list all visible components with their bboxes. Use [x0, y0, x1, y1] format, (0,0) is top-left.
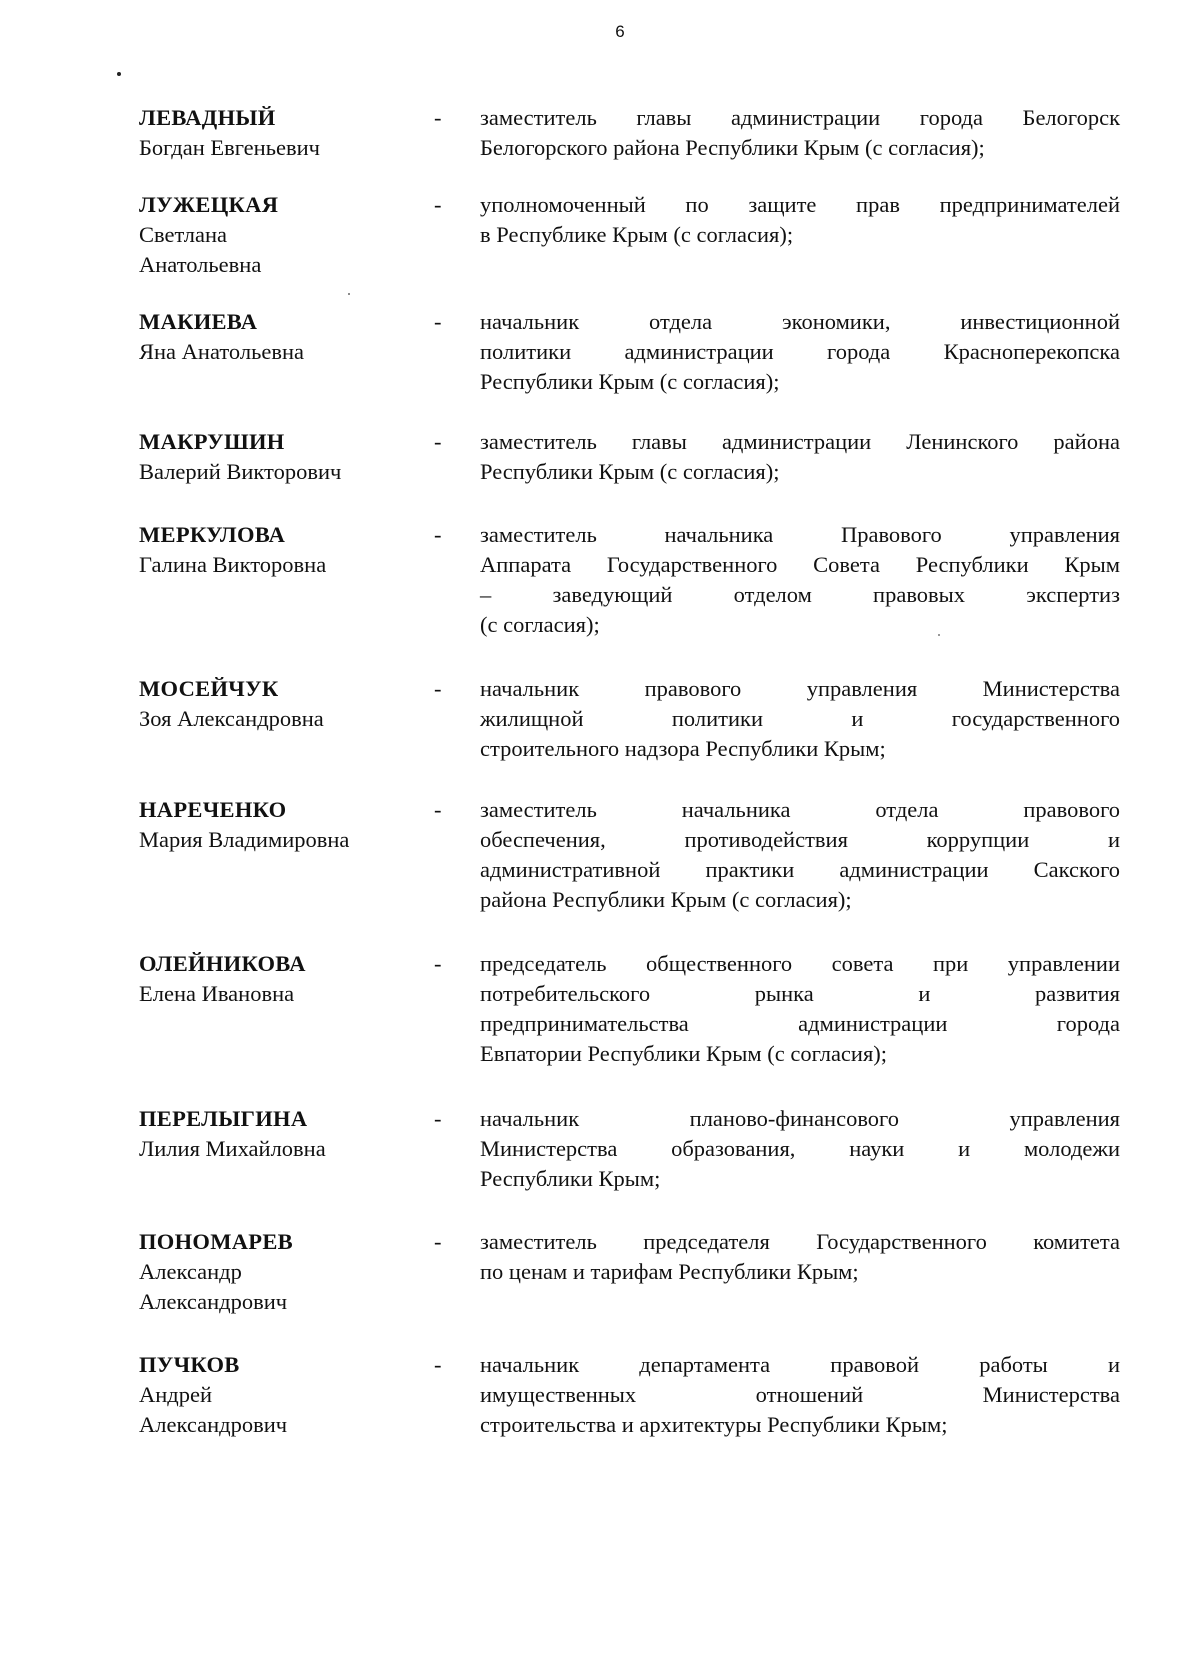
position-line: Белогорского района Республики Крым (с согласия);	[480, 135, 985, 160]
member-given-name: Андрей	[139, 1382, 213, 1407]
member-name	[139, 795, 439, 855]
separator-dash: -	[434, 951, 442, 976]
member-name	[139, 1227, 439, 1317]
position-line: начальник департамента правовой работы и	[480, 1352, 1120, 1377]
member-given-name: Александр	[139, 1259, 242, 1284]
position-line: имущественных отношений Министерства	[480, 1382, 1120, 1407]
position-line: начальник отдела экономики, инвестиционной	[480, 309, 1120, 334]
member-surname: ОЛЕЙНИКОВА	[139, 951, 306, 976]
position-line: жилищной политики и государственного	[480, 706, 1120, 731]
position-line: Аппарата Государственного Совета Республики Крым	[480, 552, 1120, 577]
member-surname: МАКРУШИН	[139, 429, 285, 454]
member-position	[480, 1104, 1120, 1194]
member-name	[139, 190, 439, 280]
position-line: обеспечения, противодействия коррупции и	[480, 827, 1120, 852]
member-given-name: Мария Владимировна	[139, 827, 350, 852]
member-patronymic: Александрович	[139, 1289, 288, 1314]
position-line: Республики Крым (с согласия);	[480, 459, 780, 484]
member-surname: ПОНОМАРЕВ	[139, 1229, 293, 1254]
member-patronymic: Анатольевна	[139, 252, 262, 277]
position-line: заместитель начальника Правового управления	[480, 522, 1120, 547]
member-given-name: Галина Викторовна	[139, 552, 327, 577]
member-surname: МЕРКУЛОВА	[139, 522, 286, 547]
separator-dash: -	[434, 429, 442, 454]
position-line: начальник планово-финансового управления	[480, 1106, 1120, 1131]
member-surname: ПУЧКОВ	[139, 1352, 240, 1377]
position-line: начальник правового управления Министерства	[480, 676, 1120, 701]
position-line: строительного надзора Республики Крым;	[480, 736, 886, 761]
member-given-name: Светлана	[139, 222, 228, 247]
separator-dash: -	[434, 797, 442, 822]
position-line: (с согласия);	[480, 612, 600, 637]
separator-dash: -	[434, 1106, 442, 1131]
position-line: Республики Крым (с согласия);	[480, 369, 780, 394]
member-name	[139, 1104, 439, 1164]
member-name	[139, 427, 439, 487]
member-given-name: Елена Ивановна	[139, 981, 295, 1006]
member-name	[139, 103, 439, 163]
position-line: в Республике Крым (с согласия);	[480, 222, 794, 247]
member-surname: ЛЕВАДНЫЙ	[139, 105, 276, 130]
member-patronymic: Александрович	[139, 1412, 288, 1437]
separator-dash: -	[434, 192, 442, 217]
position-line: потребительского рынка и развития	[480, 981, 1120, 1006]
position-line: Республики Крым;	[480, 1166, 661, 1191]
member-name	[139, 307, 439, 367]
position-line: заместитель начальника отдела правового	[480, 797, 1120, 822]
member-given-name: Зоя Александровна	[139, 706, 324, 731]
position-line: – заведующий отделом правовых экспертиз	[480, 582, 1120, 607]
member-name	[139, 949, 439, 1009]
member-position	[480, 795, 1120, 915]
separator-dash: -	[434, 309, 442, 334]
separator-dash: -	[434, 1229, 442, 1254]
member-given-name: Валерий Викторович	[139, 459, 342, 484]
member-position	[480, 1350, 1120, 1440]
member-position	[480, 307, 1120, 397]
scan-speck	[117, 72, 121, 76]
separator-dash: -	[434, 1352, 442, 1377]
position-line: строительства и архитектуры Республики Крым;	[480, 1412, 948, 1437]
separator-dash: -	[434, 676, 442, 701]
position-line: уполномоченный по защите прав предпринимателей	[480, 192, 1120, 217]
member-surname: МОСЕЙЧУК	[139, 676, 279, 701]
member-given-name: Яна Анатольевна	[139, 339, 304, 364]
position-line: заместитель председателя Государственного комитета	[480, 1229, 1120, 1254]
member-position	[480, 427, 1120, 487]
member-name	[139, 1350, 439, 1440]
member-name	[139, 520, 439, 580]
separator-dash: -	[434, 522, 442, 547]
position-line: предпринимательства администрации города	[480, 1011, 1120, 1036]
member-surname: ПЕРЕЛЫГИНА	[139, 1106, 308, 1131]
member-position	[480, 949, 1120, 1069]
separator-dash: -	[434, 105, 442, 130]
position-line: заместитель главы администрации города Белогорск	[480, 105, 1120, 130]
position-line: Министерства образования, науки и молодежи	[480, 1136, 1120, 1161]
member-surname: МАКИЕВА	[139, 309, 258, 334]
member-surname: НАРЕЧЕНКО	[139, 797, 287, 822]
member-given-name: Лилия Михайловна	[139, 1136, 326, 1161]
position-line: района Республики Крым (с согласия);	[480, 887, 852, 912]
position-line: политики администрации города Красноперекопска	[480, 339, 1120, 364]
member-position	[480, 1227, 1120, 1287]
member-position	[480, 103, 1120, 163]
member-surname: ЛУЖЕЦКАЯ	[139, 192, 279, 217]
member-name	[139, 674, 439, 734]
member-position	[480, 190, 1120, 250]
scan-speck	[348, 293, 350, 295]
member-given-name: Богдан Евгеньевич	[139, 135, 320, 160]
position-line: по ценам и тарифам Республики Крым;	[480, 1259, 859, 1284]
member-position	[480, 520, 1120, 640]
position-line: заместитель главы администрации Ленинского района	[480, 429, 1120, 454]
page-number: 6	[615, 22, 625, 41]
position-line: Евпатории Республики Крым (с согласия);	[480, 1041, 888, 1066]
position-line: председатель общественного совета при управлении	[480, 951, 1120, 976]
member-position	[480, 674, 1120, 764]
position-line: административной практики администрации Сакского	[480, 857, 1120, 882]
